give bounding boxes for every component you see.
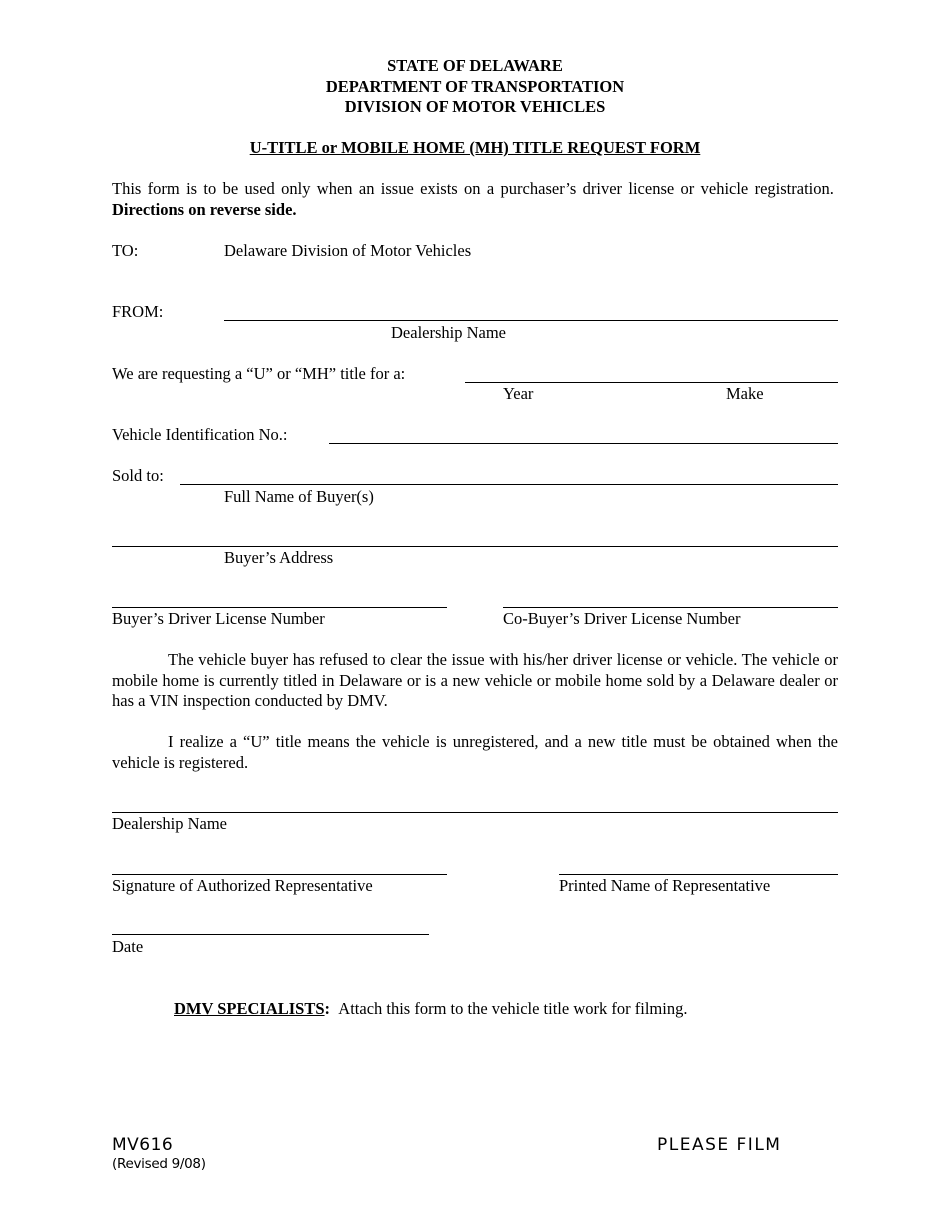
buyer-name-caption: Full Name of Buyer(s) [224, 487, 374, 506]
dmv-specialists-colon: : [324, 999, 331, 1018]
please-film: PLEASE FILM [657, 1135, 782, 1155]
form-code: MV616 [112, 1135, 174, 1155]
form-title-text: U-TITLE or MOBILE HOME (MH) TITLE REQUEST FORM [249, 138, 701, 157]
buyer-license-line[interactable] [112, 607, 447, 608]
buyer-address-caption: Buyer’s Address [224, 548, 334, 567]
header-department: DEPARTMENT OF TRANSPORTATION [325, 77, 625, 96]
form-revised: (Revised 9/08) [112, 1156, 206, 1172]
from-dealership-caption: Dealership Name [391, 323, 506, 342]
year-caption: Year [503, 384, 534, 403]
signature-caption: Signature of Authorized Representative [112, 876, 373, 895]
co-buyer-license-caption: Co-Buyer’s Driver License Number [503, 609, 741, 628]
dealership-signature-line[interactable] [112, 812, 838, 813]
request-label: We are requesting a “U” or “MH” title for a: [112, 364, 406, 383]
form-title [0, 138, 950, 158]
vin-line[interactable] [329, 443, 838, 444]
dmv-specialists-text: Attach this form to the vehicle title work for filming. [338, 999, 688, 1018]
printed-name-line[interactable] [559, 874, 838, 875]
buyer-license-caption: Buyer’s Driver License Number [112, 609, 325, 628]
header-division: DIVISION OF MOTOR VEHICLES [344, 97, 606, 116]
dmv-specialists-label: DMV SPECIALISTS [174, 999, 325, 1018]
printed-name-caption: Printed Name of Representative [559, 876, 771, 895]
dealership-caption: Dealership Name [112, 814, 227, 833]
to-value: Delaware Division of Motor Vehicles [224, 241, 472, 260]
co-buyer-license-line[interactable] [503, 607, 838, 608]
intro-text: This form is to be used only when an issue exists on a purchaser’s driver license or vehicle registration. [112, 179, 834, 198]
intro-directions: Directions on reverse side. [112, 199, 297, 219]
to-label: TO: [112, 241, 139, 260]
dmv-specialists-note [174, 999, 687, 1019]
buyer-name-line[interactable] [180, 484, 838, 485]
buyer-address-line[interactable] [112, 546, 838, 547]
vin-label: Vehicle Identification No.: [112, 425, 288, 444]
statement-u-title: I realize a “U” title means the vehicle is unregistered, and a new title must be obtained when the vehicle is registered. [112, 732, 838, 772]
make-caption: Make [726, 384, 764, 403]
date-caption: Date [112, 937, 144, 956]
signature-line[interactable] [112, 874, 447, 875]
statement-refusal: The vehicle buyer has refused to clear the issue with his/her driver license or vehicle. The vehicle or mobile home is currently titled in Delaware or is a new vehicle or mobile home sold by a Delaware dealer or has a VIN inspection conducted by DMV. [112, 650, 838, 710]
from-label: FROM: [112, 302, 164, 321]
from-dealership-line[interactable] [224, 320, 838, 321]
year-make-line[interactable] [465, 382, 838, 383]
header-state: STATE OF DELAWARE [387, 56, 563, 75]
intro-paragraph [112, 179, 838, 220]
date-line[interactable] [112, 934, 429, 935]
sold-to-label: Sold to: [112, 466, 164, 485]
